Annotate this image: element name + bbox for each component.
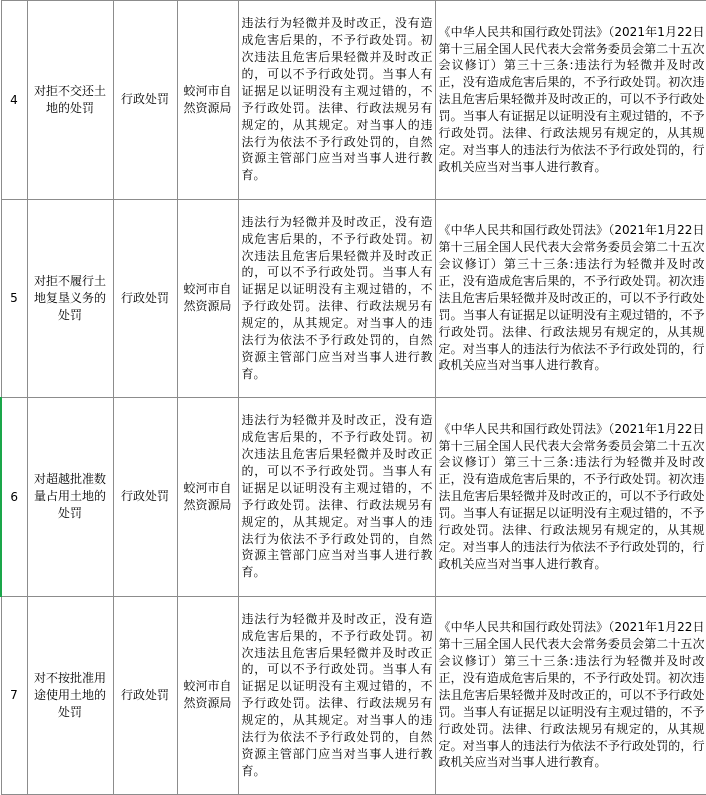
penalty-type: 行政处罚 <box>113 398 177 597</box>
penalty-type: 行政处罚 <box>113 596 177 795</box>
penalty-type: 行政处罚 <box>113 199 177 398</box>
table-row <box>1 596 706 795</box>
enforcement-agency: 蛟河市自然资源局 <box>177 199 238 398</box>
enforcement-agency: 蛟河市自然资源局 <box>177 596 238 795</box>
penalty-item: 对拒不交还土地的处罚 <box>27 1 113 200</box>
table-row <box>1 199 706 398</box>
legal-basis: 《中华人民共和国行政处罚法》（2021年1月22日第十三届全国人民代表大会常务委员会第二十五次会议修订）第三十三条:违法行为轻微并及时改正，没有造成危害后果的，不予行政处罚。初次违法且危害后果轻微并及时改正的，可以不予行政处罚。当事人有证据足以证明没有主观过错的，不予行政处罚。法律、行政法规另有规定的，从其规定。对当事人的违法行为依法不予行政处罚的，行政机关应当对当事人进行教育。 <box>435 596 706 795</box>
legal-basis: 《中华人民共和国行政处罚法》（2021年1月22日第十三届全国人民代表大会常务委员会第二十五次会议修订）第三十三条:违法行为轻微并及时改正，没有造成危害后果的，不予行政处罚。初次违法且危害后果轻微并及时改正的，可以不予行政处罚。当事人有证据足以证明没有主观过错的，不予行政处罚。法律、行政法规另有规定的，从其规定。对当事人的违法行为依法不予行政处罚的，行政机关应当对当事人进行教育。 <box>435 398 706 597</box>
table-row <box>1 398 706 597</box>
penalty-item: 对拒不履行土地复垦义务的处罚 <box>27 199 113 398</box>
row-number: 6 <box>1 398 27 597</box>
exemption-standard: 违法行为轻微并及时改正，没有造成危害后果的，不予行政处罚。初次违法且危害后果轻微并及时改正的，可以不予行政处罚。当事人有证据足以证明没有主观过错的，不予行政处罚。法律、行政法规另有规定的，从其规定。对当事人的违法行为依法不予行政处罚的，自然资源主管部门应当对当事人进行教育。 <box>238 1 435 200</box>
penalty-item: 对不按批准用途使用土地的处罚 <box>27 596 113 795</box>
row-number: 4 <box>1 1 27 200</box>
legal-basis: 《中华人民共和国行政处罚法》（2021年1月22日第十三届全国人民代表大会常务委员会第二十五次会议修订）第三十三条:违法行为轻微并及时改正，没有造成危害后果的，不予行政处罚。初次违法且危害后果轻微并及时改正的，可以不予行政处罚。当事人有证据足以证明没有主观过错的，不予行政处罚。法律、行政法规另有规定的，从其规定。对当事人的违法行为依法不予行政处罚的，行政机关应当对当事人进行教育。 <box>435 199 706 398</box>
enforcement-agency: 蛟河市自然资源局 <box>177 1 238 200</box>
table-row <box>1 1 706 200</box>
exemption-standard: 违法行为轻微并及时改正，没有造成危害后果的，不予行政处罚。初次违法且危害后果轻微并及时改正的，可以不予行政处罚。当事人有证据足以证明没有主观过错的，不予行政处罚。法律、行政法规另有规定的，从其规定。对当事人的违法行为依法不予行政处罚的，自然资源主管部门应当对当事人进行教育。 <box>238 596 435 795</box>
legal-basis: 《中华人民共和国行政处罚法》（2021年1月22日第十三届全国人民代表大会常务委员会第二十五次会议修订）第三十三条:违法行为轻微并及时改正，没有造成危害后果的，不予行政处罚。初次违法且危害后果轻微并及时改正的，可以不予行政处罚。当事人有证据足以证明没有主观过错的，不予行政处罚。法律、行政法规另有规定的，从其规定。对当事人的违法行为依法不予行政处罚的，行政机关应当对当事人进行教育。 <box>435 1 706 200</box>
row-number: 5 <box>1 199 27 398</box>
exemption-standard: 违法行为轻微并及时改正，没有造成危害后果的，不予行政处罚。初次违法且危害后果轻微并及时改正的，可以不予行政处罚。当事人有证据足以证明没有主观过错的，不予行政处罚。法律、行政法规另有规定的，从其规定。对当事人的违法行为依法不予行政处罚的，自然资源主管部门应当对当事人进行教育。 <box>238 199 435 398</box>
penalty-type: 行政处罚 <box>113 1 177 200</box>
row-number: 7 <box>1 596 27 795</box>
exemption-standard: 违法行为轻微并及时改正，没有造成危害后果的，不予行政处罚。初次违法且危害后果轻微并及时改正的，可以不予行政处罚。当事人有证据足以证明没有主观过错的，不予行政处罚。法律、行政法规另有规定的，从其规定。对当事人的违法行为依法不予行政处罚的，自然资源主管部门应当对当事人进行教育。 <box>238 398 435 597</box>
penalty-item: 对超越批准数量占用土地的处罚 <box>27 398 113 597</box>
enforcement-agency: 蛟河市自然资源局 <box>177 398 238 597</box>
